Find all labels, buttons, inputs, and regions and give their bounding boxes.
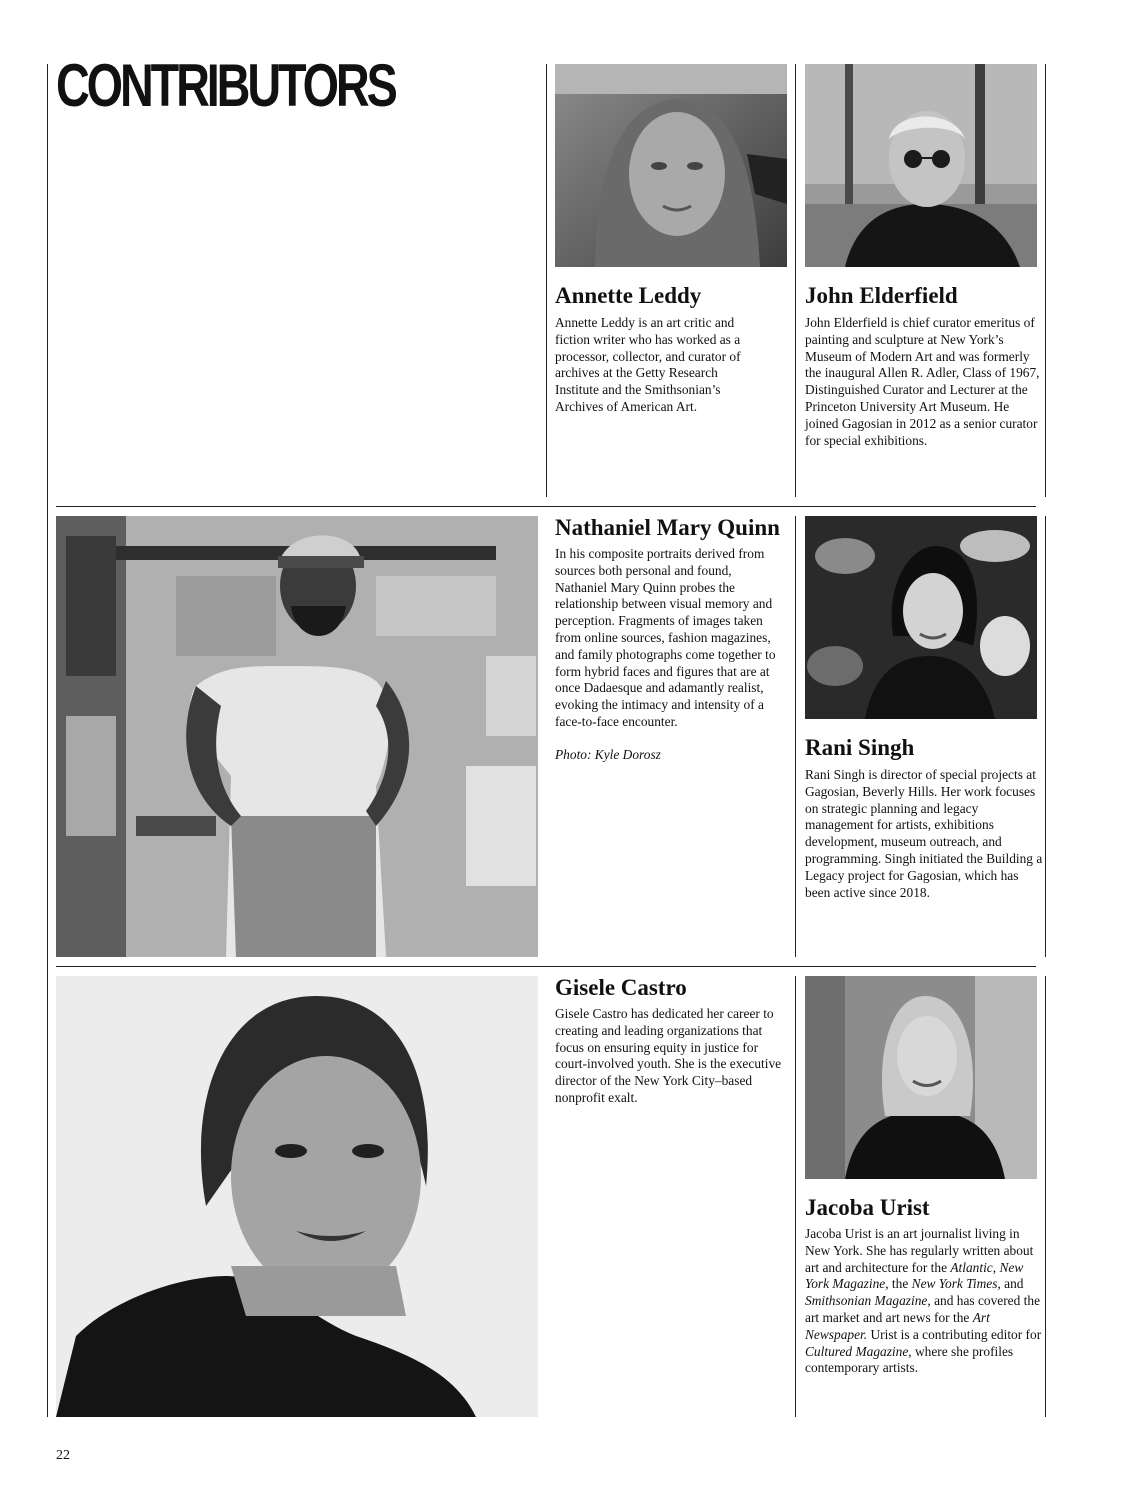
publication-name: Cultured Magazine [805,1343,909,1359]
page-title: CONTRIBUTORS [56,52,395,119]
contributor-name: Nathaniel Mary Quinn [555,515,780,540]
contributor-bio: Rani Singh is director of special projects at Gagosian, Beverly Hills. Her work focuses on strategic planning and legacy management for artists, exhibitions development, museum outreach, and programming. Singh initiated the Building a Legacy project for Gagosian, which has been active since 2018. [805,767,1043,900]
bio-text: , and has covered the art market and art news for the [805,1293,1041,1325]
column-rule [1045,64,1046,497]
bio-text: Urist is a contributing editor for [867,1326,1042,1342]
bio-text: , where she profiles contemporary artists. [805,1343,1014,1376]
column-rule [47,64,48,1417]
row-divider [56,966,1036,967]
bio-text: , and [997,1276,1024,1292]
publication-name: New York Magazine [805,1259,1024,1292]
row-divider [56,506,1036,507]
photo-credit: Photo: Kyle Dorosz [555,747,661,762]
publication-name: New York Times [911,1276,998,1292]
portrait-photo-nathaniel-mary-quinn [56,516,538,957]
contributor-bio: Annette Leddy is an art critic and fiction writer who has worked as a processor, collector, and curator of archives at the Getty Research Institute and the Smithsonian’s Archives of American Art. [555,315,741,414]
bio-text: Jacoba Urist is an art journalist living in New York. She has regularly written about art and architecture for the [805,1226,1034,1275]
contributor-bio: In his composite portraits derived from sources both personal and found, Nathaniel Mary Quinn probes the relationship between visual memory and perception. Fragments of images taken from online sources, fashion magazines, and family photographs come together to form hybrid faces and figures that are at once Dadaesque and adamantly realist, evoking the intimacy and intensity of a face-to-face encounter. [555,546,776,729]
portrait-photo-jacoba-urist [805,976,1037,1179]
contributor-name: Rani Singh [805,735,915,760]
contributor-name: John Elderfield [805,283,958,308]
publication-name: Art Newspaper. [805,1309,990,1342]
column-rule [795,516,796,957]
column-rule [1045,976,1046,1417]
page-number: 22 [56,1448,70,1463]
bio-text: , the [885,1276,912,1292]
column-rule [795,976,796,1417]
portrait-photo-rani-singh [805,516,1037,719]
contributor-bio: John Elderfield is chief curator emeritus of painting and sculpture at New York’s Museum of Modern Art and was formerly the inaugural Allen R. Adler, Class of 1967, Distinguished Curator and Lecturer at the Princeton University Art Museum. He joined Gagosian in 2012 as a senior curator for special exhibitions. [805,315,1040,448]
portrait-photo-john-elderfield [805,64,1037,267]
contributor-name: Jacoba Urist [805,1195,930,1220]
column-rule [546,64,547,497]
portrait-photo-annette-leddy [555,64,787,267]
portrait-photo-gisele-castro [56,976,538,1417]
column-rule [1045,516,1046,957]
publication-name: Smithsonian Magazine [805,1293,928,1309]
publication-name: Atlantic [950,1259,993,1275]
contributor-bio [805,1226,1043,1377]
column-rule [795,64,796,497]
bio-text: , [992,1259,1000,1275]
contributor-name: Gisele Castro [555,975,687,1000]
contributor-bio: Gisele Castro has dedicated her career to creating and leading organizations that focus on ensuring equity in justice for court-involved youth. She is the executive director of the New York City–based nonprofit exalt. [555,1006,782,1105]
contributor-name: Annette Leddy [555,283,702,308]
